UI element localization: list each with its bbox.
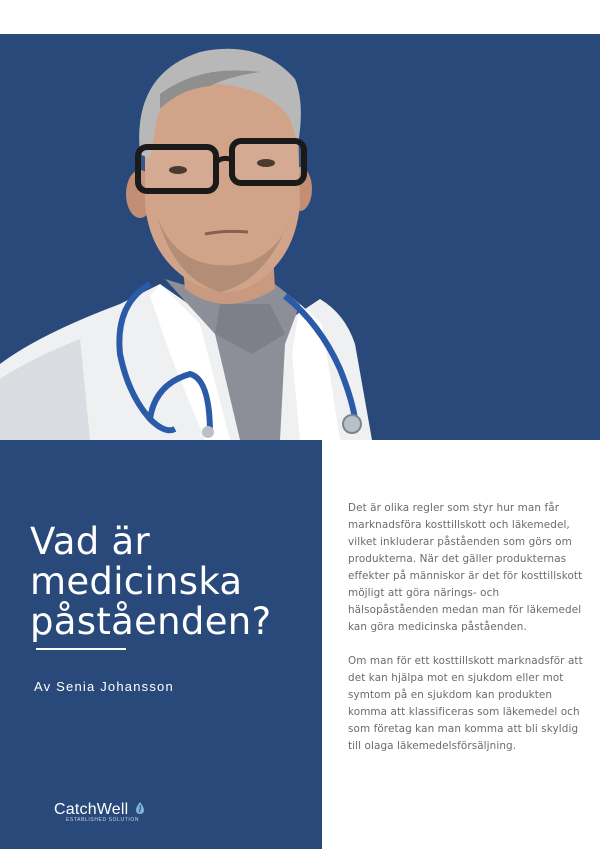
title-line: påståenden?	[30, 599, 272, 643]
title-line: medicinska	[30, 559, 243, 603]
brand-logo	[54, 799, 145, 823]
logo-wordmark: CatchWell	[54, 800, 129, 818]
logo-tagline: ESTABLISHED SOLUTION	[66, 817, 140, 823]
title-line: Vad är	[30, 519, 151, 563]
paragraph: Om man för ett kosttillskott marknadsför att det kan hjälpa mot en sjukdom eller mot symtom på en sjukdom kan produkten komma att klassificeras som läkemedel och som företag kan man komma att bli skyldig till olaga läkemedelsförsäljning.	[348, 655, 583, 752]
hero-photo	[0, 34, 600, 440]
title-panel	[0, 440, 322, 849]
article-body	[348, 500, 583, 772]
doctor-portrait-icon	[0, 34, 600, 440]
article-title	[30, 519, 315, 643]
divider-line	[36, 648, 126, 650]
paragraph: Det är olika regler som styr hur man får marknadsföra kosttillskott och läkemedel, vilket inkluderar påståenden som görs om produkterna. När det gäller produkternas effekter på människor är det för kosttillskott möjligt att göra närings- och hälsopåståenden medan man för läkemedel kan göra medicinska påståenden.	[348, 502, 583, 633]
author-byline: Av Senia Johansson	[34, 679, 174, 694]
top-margin	[0, 0, 600, 34]
